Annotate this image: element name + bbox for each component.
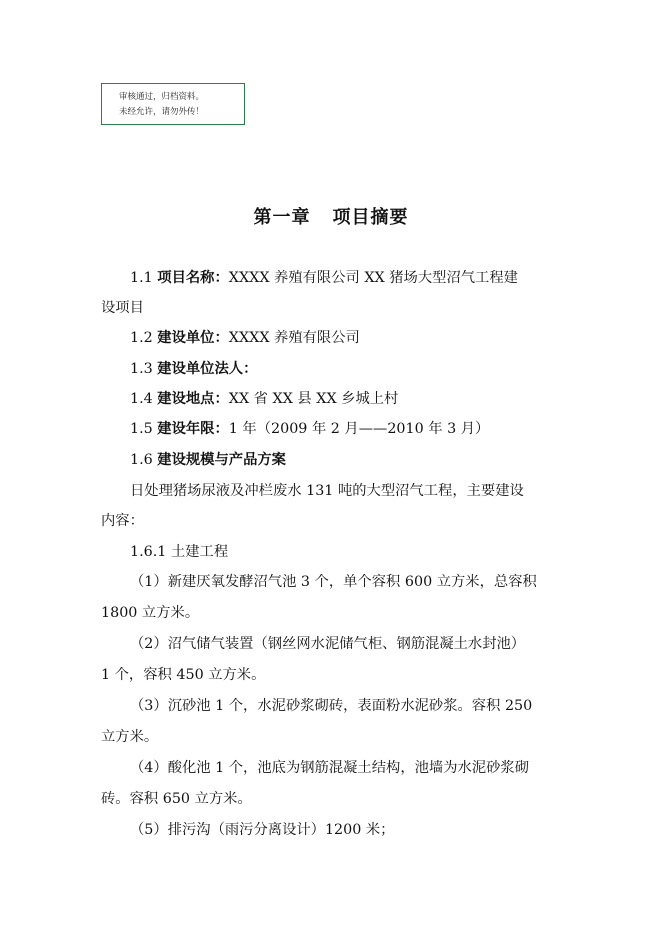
civil-entry-1-line-1: （1）新建厌氧发酵沼气池 3 个，单个容积 600 立方米，总容积: [130, 574, 537, 590]
item-location: [130, 389, 398, 409]
stamp-line-1: 审核通过，归档资料。: [119, 92, 205, 102]
civil-number: 1.6.1: [130, 544, 167, 560]
page-title: [0, 203, 662, 229]
civil-entry-3-line-2: 立方米。: [101, 729, 159, 745]
item-number: 1.2: [130, 330, 153, 346]
approval-stamp: [101, 83, 245, 125]
item-legal-person: [130, 359, 257, 379]
civil-entry-2-line-1: （2）沼气储气装置（钢丝网水泥储气柜、钢筋混凝土水封池）: [130, 636, 526, 652]
civil-entry-1-line-2: 1800 立方米。: [101, 605, 200, 621]
item-scale: [130, 450, 286, 470]
item-label: 建设年限：: [157, 421, 229, 437]
item-project-name-cont: 设项目: [101, 300, 144, 316]
item-number: 1.4: [130, 391, 153, 407]
item-label: 建设规模与产品方案: [157, 452, 286, 468]
item-number: 1.3: [130, 361, 153, 377]
item-value: XXXX 养殖有限公司 XX 猪场大型沼气工程建: [228, 270, 518, 286]
item-label: 项目名称：: [157, 270, 229, 286]
item-label: 建设地点：: [157, 391, 229, 407]
item-value: XX 省 XX 县 XX 乡城上村: [228, 391, 399, 407]
item-project-name: [130, 268, 518, 288]
item-duration: [130, 419, 489, 439]
scale-paragraph-line-2: 内容：: [101, 513, 144, 529]
chapter-number: 第一章: [253, 207, 311, 228]
civil-heading: [130, 542, 228, 562]
item-builder: [130, 328, 360, 348]
item-number: 1.5: [130, 421, 153, 437]
item-number: 1.1: [130, 270, 153, 286]
item-value: 1 年（2009 年 2 月——2010 年 3 月）: [228, 421, 490, 437]
chapter-title: 项目摘要: [332, 207, 409, 228]
item-label: 建设单位：: [157, 330, 229, 346]
civil-entry-4-line-2: 砖。容积 650 立方米。: [101, 791, 252, 807]
civil-entry-5-line-1: （5）排污沟（雨污分离设计）1200 米；: [130, 822, 395, 838]
civil-heading-text: 土建工程: [170, 544, 229, 560]
scale-paragraph-line-1: 日处理猪场尿液及冲栏废水 131 吨的大型沼气工程，主要建设: [130, 483, 524, 499]
item-value: XXXX 养殖有限公司: [228, 330, 360, 346]
civil-entry-2-line-2: 1 个，容积 450 立方米。: [101, 667, 266, 683]
civil-entry-4-line-1: （4）酸化池 1 个，池底为钢筋混凝土结构，池墙为水泥砂浆砌: [130, 760, 529, 776]
item-label: 建设单位法人：: [157, 361, 258, 377]
item-number: 1.6: [130, 452, 153, 468]
stamp-line-2: 未经允许，请勿外传！: [119, 107, 205, 117]
civil-entry-3-line-1: （3）沉砂池 1 个，水泥砂浆砌砖，表面粉水泥砂浆。容积 250: [130, 698, 533, 714]
